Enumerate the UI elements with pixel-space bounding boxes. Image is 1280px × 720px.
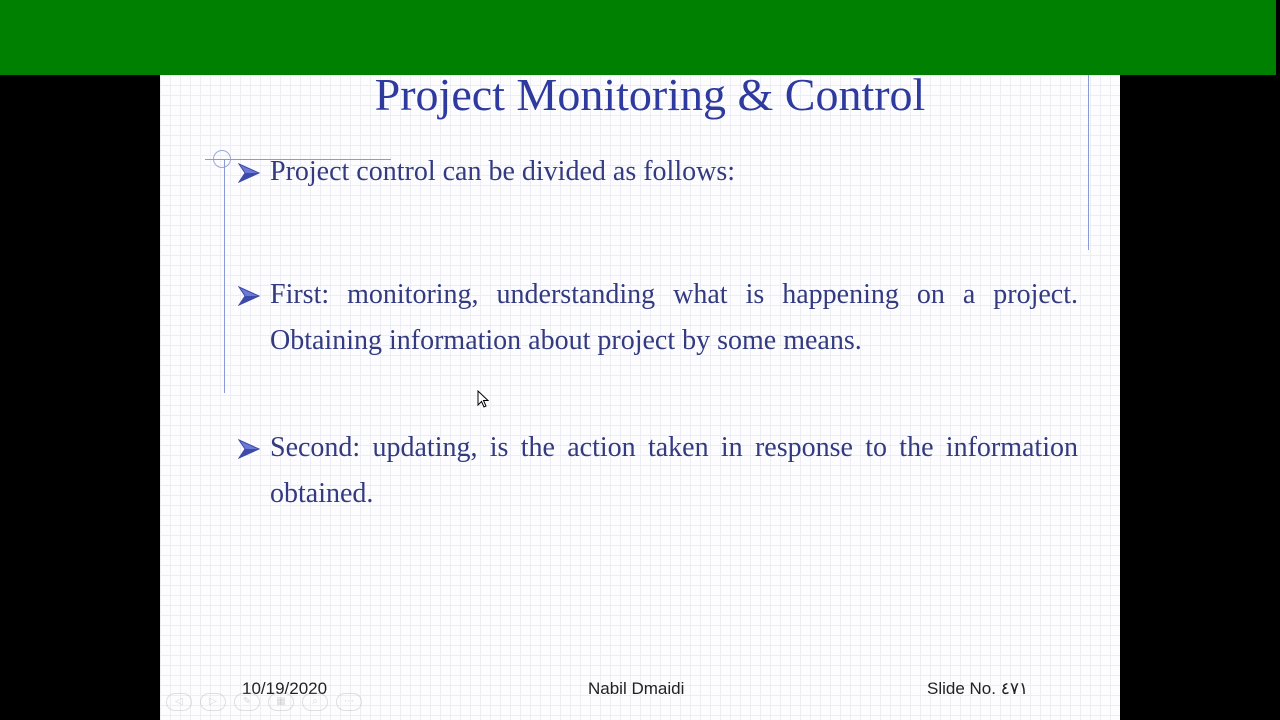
- green-header-bar: [0, 0, 1276, 75]
- mouse-cursor-icon: [477, 390, 489, 409]
- zoom-icon[interactable]: ⌕: [302, 693, 328, 711]
- bullet-text: Second: updating, is the action taken in response to the information obtained.: [270, 432, 1078, 509]
- arrow-bullet-icon: [238, 162, 260, 184]
- bullet-item: [238, 272, 1078, 364]
- bullet-item: [238, 149, 1078, 195]
- footer-date: 10/19/2020: [242, 679, 328, 698]
- decorative-vertical-line-right: [1088, 75, 1089, 250]
- bullet-text: Project control can be divided as follows:: [270, 156, 735, 187]
- more-icon[interactable]: ⋯: [336, 693, 362, 711]
- arrow-bullet-icon: [238, 285, 260, 307]
- previous-icon[interactable]: ◁: [166, 693, 192, 711]
- slide-title: Project Monitoring & Control: [374, 75, 926, 120]
- pen-icon[interactable]: ✎: [234, 693, 260, 711]
- footer-slide-number: Slide No. ٤٧١: [927, 679, 1029, 698]
- slides-icon[interactable]: ▦: [268, 693, 294, 711]
- bullet-text: First: monitoring, understanding what is happening on a project. Obtaining information about project by some means.: [270, 279, 1078, 356]
- presentation-slide: [160, 75, 1120, 720]
- next-icon[interactable]: ▷: [200, 693, 226, 711]
- bullet-item: [238, 425, 1078, 517]
- decorative-vertical-line-left: [224, 159, 225, 393]
- arrow-bullet-icon: [238, 438, 260, 460]
- header-bar-edge: [1276, 0, 1280, 75]
- slideshow-nav-controls: [166, 693, 362, 711]
- footer-author: Nabil Dmaidi: [588, 679, 685, 698]
